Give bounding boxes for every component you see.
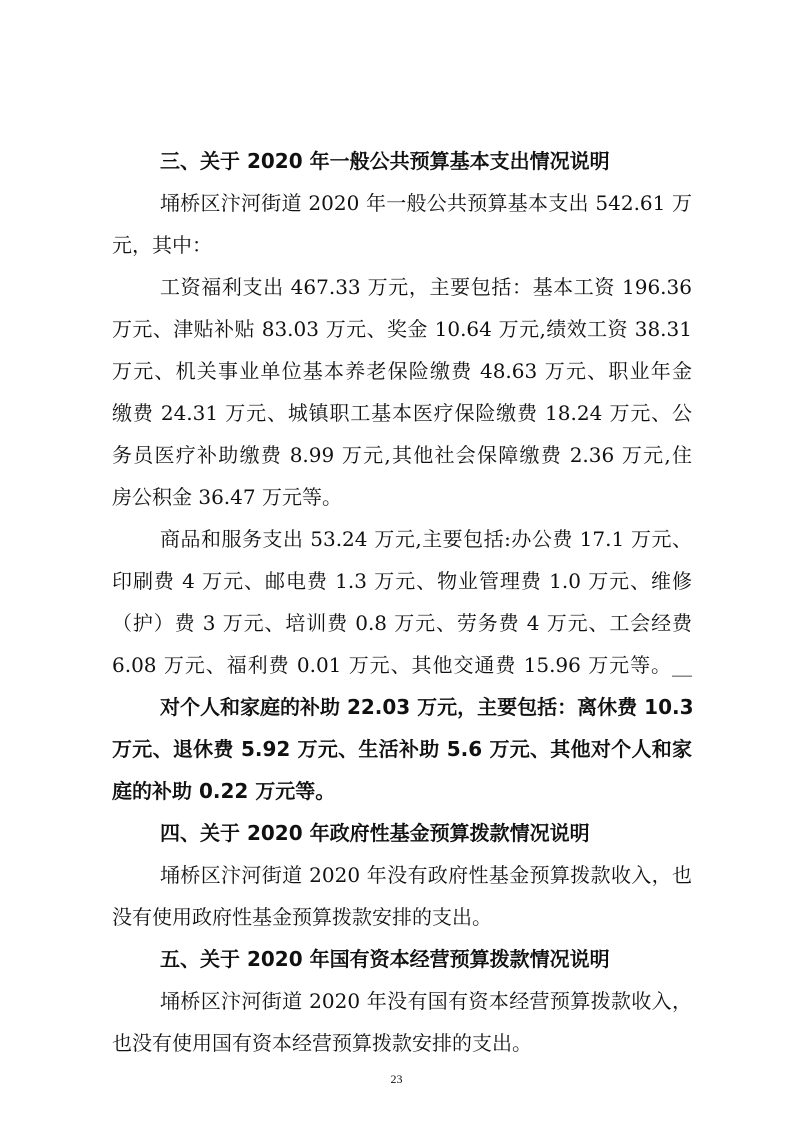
paragraph-line: 埇桥区汴河街道 2020 年没有国有资本经营预算拨款收入， xyxy=(160,989,692,1013)
paragraph-line: 也没有使用国有资本经营预算拨款安排的支出。 xyxy=(112,1031,532,1055)
paragraph-line: 工资福利支出 467.33 万元，主要包括：基本工资 196.36 xyxy=(160,275,692,299)
paragraph-line: 埇桥区汴河街道 2020 年一般公共预算基本支出 542.61 万 xyxy=(160,191,692,215)
paragraph-line-bold: 对个人和家庭的补助 22.03 万元，主要包括：离休费 10.3 xyxy=(160,695,694,719)
paragraph-line: 务员医疗补助缴费 8.99 万元,其他社会保障缴费 2.36 万元,住 xyxy=(112,443,692,467)
paragraph-line: 万元、津贴补贴 83.03 万元、奖金 10.64 万元,绩效工资 38.31 xyxy=(112,317,692,341)
paragraph-line: 缴费 24.31 万元、城镇职工基本医疗保险缴费 18.24 万元、公 xyxy=(112,401,692,425)
paragraph-line: （护）费 3 万元、培训费 0.8 万元、劳务费 4 万元、工会经费 xyxy=(112,611,692,635)
paragraph-line: 房公积金 36.47 万元等。 xyxy=(112,485,342,509)
paragraph-line-bold: 万元、退休费 5.92 万元、生活补助 5.6 万元、其他对个人和家 xyxy=(112,737,692,761)
paragraph-line: 商品和服务支出 53.24 万元,主要包括:办公费 17.1 万元、 xyxy=(160,527,692,551)
paragraph-line: 没有使用政府性基金预算拨款安排的支出。 xyxy=(112,905,492,929)
section-heading-5: 五、关于 2020 年国有资本经营预算拨款情况说明 xyxy=(160,947,610,971)
paragraph-line: 印刷费 4 万元、邮电费 1.3 万元、物业管理费 1.0 万元、维修 xyxy=(112,569,692,593)
paragraph-line: 6.08 万元、福利费 0.01 万元、其他交通费 15.96 万元等。__ xyxy=(112,653,692,677)
page-number: 23 xyxy=(390,1072,403,1086)
section-heading-3: 三、关于 2020 年一般公共预算基本支出情况说明 xyxy=(160,149,610,173)
paragraph-line: 万元、机关事业单位基本养老保险缴费 48.63 万元、职业年金 xyxy=(112,359,692,383)
paragraph-line: 埇桥区汴河街道 2020 年没有政府性基金预算拨款收入，也 xyxy=(160,863,692,887)
section-heading-4: 四、关于 2020 年政府性基金预算拨款情况说明 xyxy=(160,821,590,845)
paragraph-line: 元，其中： xyxy=(112,233,212,257)
paragraph-line-bold: 庭的补助 0.22 万元等。 xyxy=(112,779,336,803)
